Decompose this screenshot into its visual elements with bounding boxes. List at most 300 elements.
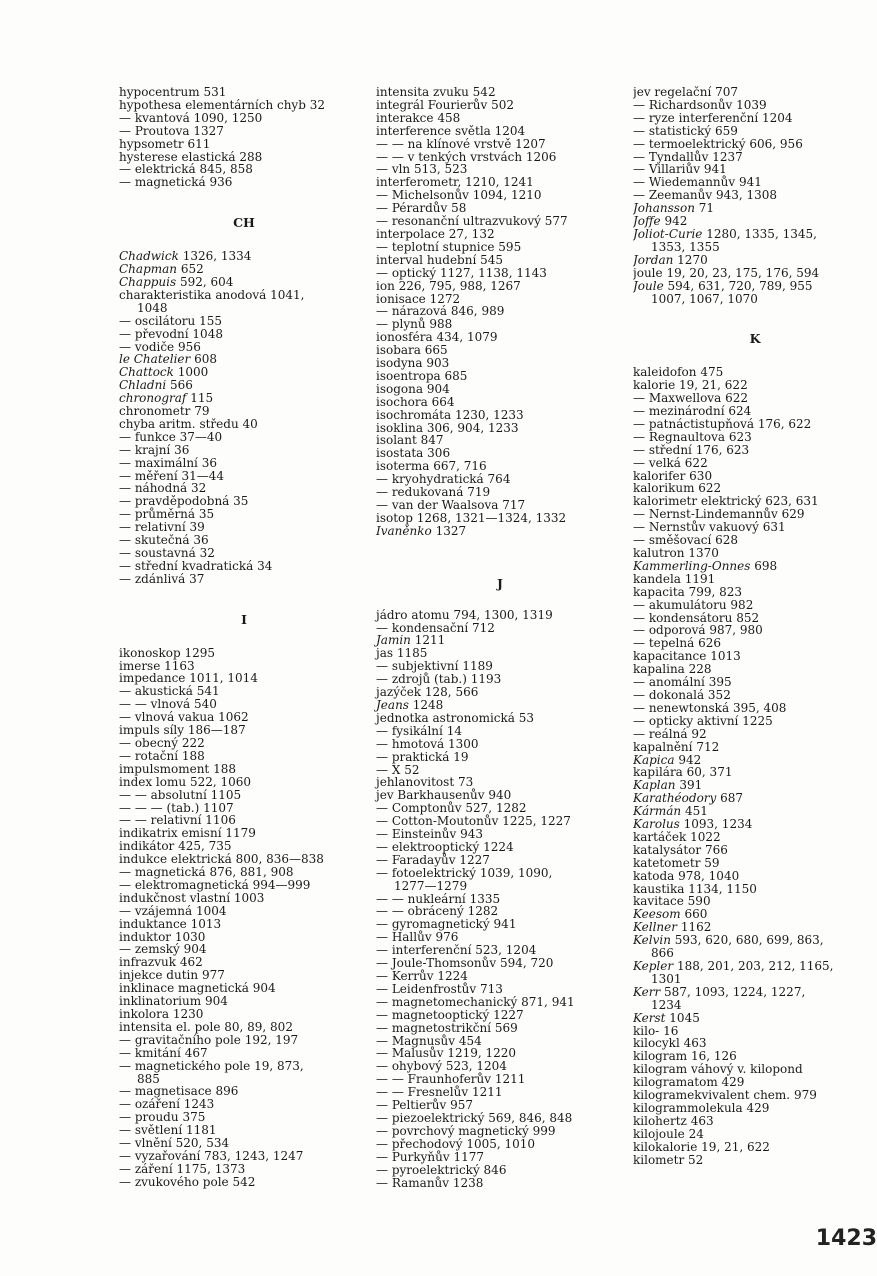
entry-term: kalutron [633, 546, 685, 560]
entry-page-refs: 799, 823 [688, 584, 743, 599]
entry-page-refs: 624 [728, 404, 752, 419]
entry-term: kaleidofon [633, 365, 697, 380]
entry-term: kalorimetr elektrický [633, 494, 762, 509]
entry-page-refs: 1224 [437, 969, 468, 983]
entry-term: — průměrná [119, 507, 196, 522]
entry-term: — soustavná [119, 546, 196, 560]
entry-page-refs: 1270 [677, 252, 708, 267]
entry-page-refs: 1227 [459, 852, 490, 867]
entry-page-refs: 19 [453, 749, 469, 764]
entry-term: — rotační [119, 748, 179, 763]
entry-page-refs: 794, 1300, 1319 [453, 607, 553, 622]
entry-page-refs: 623, 631 [765, 494, 819, 509]
entry-page-refs: 845, 858 [199, 162, 253, 177]
entry-term: 1234 [651, 997, 682, 1012]
entry-page-refs: 19, 873, [254, 1058, 304, 1073]
entry-term: jas [376, 646, 394, 661]
entry-term: kapalnění [633, 739, 693, 754]
entry-term: interakce [376, 110, 434, 125]
entry-page-refs: 1062 [218, 710, 249, 725]
entry-page-refs: 226, 795, 988, 1267 [398, 278, 521, 293]
entry-term: Kerr [633, 984, 661, 999]
entry-page-refs: 52 [404, 762, 420, 777]
entry-page-refs: 577 [544, 214, 568, 229]
entry-term: — — nukleární [376, 891, 466, 906]
entry-page-refs: 188 [181, 748, 205, 763]
entry-page-refs: 904 [426, 381, 450, 396]
page-number: 1423 [815, 1226, 877, 1251]
entry-term: intensita zvuku [376, 85, 469, 99]
entry-term: — Magnusův [376, 1033, 456, 1048]
entry-page-refs: 1335 [469, 891, 501, 906]
entry-term: ionisace [376, 291, 426, 306]
section-letter-heading: J [497, 575, 503, 591]
entry-term: induktance [119, 916, 187, 931]
entry-term: interference světla [376, 123, 491, 138]
entry-term: — Tyndallův [633, 149, 709, 164]
entry-page-refs: 115 [190, 391, 214, 406]
index-entry-continuation [633, 293, 877, 306]
index-column-2 [376, 86, 624, 1189]
entry-page-refs: 541 [196, 684, 220, 699]
entry-term: Chappuis [119, 274, 177, 289]
entry-term: — — — (tab.) [119, 800, 200, 815]
entry-page-refs: 59 [704, 855, 720, 870]
entry-term: — anomální [633, 675, 705, 690]
entry-page-refs: 713 [479, 981, 503, 996]
entry-term: kapalina [633, 662, 685, 677]
entry-term: — Kerrův [376, 969, 434, 983]
entry-page-refs: 19, 20, 23, 175, 176, 594 [666, 265, 820, 280]
entry-term: — Cotton-Moutonův [376, 814, 499, 829]
entry-page-refs: 73 [457, 775, 474, 790]
entry-term: isolant [376, 433, 417, 448]
entry-term: — X [376, 762, 401, 777]
entry-term: inkolora [119, 1007, 170, 1021]
entry-term: Chapman [119, 262, 178, 277]
entry-term: — kvantová [119, 110, 190, 125]
entry-page-refs: 622 [684, 455, 708, 470]
entry-term: kilogram váhový v. kilopond [633, 1062, 803, 1077]
entry-page-refs: 1013 [710, 649, 741, 664]
entry-page-refs: 1206 [525, 149, 557, 164]
entry-term: — Villariův [633, 162, 701, 177]
entry-page-refs: 27, 132 [448, 226, 495, 241]
entry-page-refs: 53 [518, 710, 535, 725]
entry-page-refs: 16, 126 [690, 1049, 737, 1064]
entry-term: — zvukového pole [119, 1174, 229, 1189]
entry-page-refs: 592, 604 [179, 274, 234, 289]
entry-term: — reálná [633, 726, 688, 741]
entry-page-refs: 623 [728, 429, 752, 444]
entry-page-refs: 391 [679, 778, 703, 793]
entry-page-refs: 1295 [184, 645, 215, 660]
section-letter-heading: CH [233, 215, 255, 231]
entry-term: Kammerling-Onnes [633, 558, 751, 573]
entry-term: — směšovací [633, 533, 712, 548]
entry-page-refs: 1225 [742, 713, 773, 728]
entry-term: Karolus [633, 817, 680, 832]
entry-term: — — na klínové vrstvě [376, 136, 512, 151]
entry-page-refs: 502 [491, 97, 514, 112]
entry-page-refs: 1179 [225, 826, 256, 841]
entry-page-refs: 626 [698, 636, 721, 651]
entry-page-refs: 288 [239, 149, 263, 164]
entry-page-refs: 188 [213, 761, 236, 776]
entry-page-refs: 1045 [669, 1010, 700, 1025]
entry-page-refs: 904 [183, 942, 207, 957]
entry-term: Kepler [633, 959, 674, 973]
entry-term: — kryohydratická [376, 472, 484, 487]
entry-page-refs: 977 [201, 968, 225, 983]
entry-term: joule [633, 265, 663, 280]
entry-page-refs: 800, 836—838 [235, 852, 324, 867]
entry-term: kilogramatom [633, 1075, 718, 1090]
entry-page-refs: 523, 1204 [445, 1059, 507, 1074]
entry-page-refs: 1193 [470, 672, 502, 687]
entry-page-refs: 1093, 1234 [683, 817, 753, 832]
entry-term: — kondensační [376, 620, 469, 635]
entry-page-refs: 14 [446, 723, 462, 738]
entry-page-refs: 31—44 [181, 468, 225, 483]
entry-term: impuls síly [119, 723, 185, 738]
entry-page-refs: 608 [194, 352, 217, 367]
entry-page-refs: 660 [684, 907, 708, 922]
entry-term: kilogrammolekula [633, 1100, 743, 1115]
entry-term: — hmotová [376, 736, 445, 751]
entry-page-refs: 60, 371 [686, 765, 733, 780]
entry-page-refs: 622 [698, 481, 722, 496]
entry-term: isochromáta [376, 407, 452, 422]
index-column-1 [119, 86, 369, 1189]
entry-term: katoda [633, 868, 675, 883]
entry-page-refs: 128, 566 [424, 685, 479, 700]
entry-term: — vlnová vakua [119, 710, 215, 725]
entry-page-refs: 717 [502, 498, 526, 512]
entry-term: index lomu [119, 774, 187, 789]
entry-page-refs: 764 [487, 472, 511, 487]
entry-term: Kármán [633, 804, 682, 819]
entry-page-refs: 188, 201, 203, 212, 1165, [676, 959, 834, 973]
entry-page-refs: 1048 [192, 326, 223, 341]
entry-page-refs: 904 [252, 981, 276, 996]
entry-page-refs: 32 [309, 97, 326, 112]
entry-term: — povrchový magnetický [376, 1123, 529, 1138]
entry-term: — Zeemanův [633, 188, 713, 203]
entry-page-refs: 631 [762, 520, 786, 535]
entry-term: — Peltierův [376, 1098, 447, 1113]
entry-page-refs: 475 [700, 365, 724, 380]
entry-term: — střední kvadratická [119, 558, 254, 573]
entry-term: jev regelační [633, 86, 712, 99]
entry-page-refs: 425, 735 [178, 839, 232, 854]
entry-page-refs: 523, 1204 [475, 943, 537, 958]
entry-page-refs: 454 [458, 1033, 482, 1048]
entry-term: — teplotní stupnice [376, 239, 495, 254]
entry-term: — přechodový [376, 1136, 463, 1151]
entry-term: hypsometr [119, 136, 184, 151]
entry-term: kilohertz [633, 1113, 687, 1128]
entry-page-refs: 513, 523 [414, 162, 468, 177]
entry-term: charakteristika anodová [119, 287, 267, 302]
entry-page-refs: 957 [450, 1098, 474, 1113]
entry-term: Jordan [633, 252, 674, 267]
section-letter-heading: K [749, 331, 761, 347]
index-column-3 [633, 86, 877, 1167]
entry-term: — zemský [119, 942, 180, 957]
entry-page-refs: 1210, 1241 [465, 175, 534, 190]
entry-term: kilogram [633, 1049, 688, 1064]
entry-term: — Joule-Thomsonův [376, 956, 497, 971]
entry-page-refs: 1230 [172, 1007, 204, 1021]
entry-term: — magnetostrikční [376, 1020, 492, 1035]
entry-page-refs: 1224 [483, 839, 514, 854]
entry-page-refs: 846, 989 [450, 304, 505, 319]
section-letter-heading: I [241, 611, 247, 627]
entry-page-refs: 943 [460, 827, 484, 842]
entry-term: — optický [376, 265, 437, 280]
entry-term: chronograf [119, 391, 187, 406]
entry-term: kavitace [633, 894, 684, 909]
entry-page-refs: 956 [178, 339, 201, 354]
entry-page-refs: 698 [754, 558, 778, 573]
entry-page-refs: 395 [708, 675, 732, 690]
entry-page-refs: 941 [739, 175, 762, 190]
entry-term: — Hallův [376, 930, 432, 945]
entry-term: — elektrooptický [376, 839, 480, 854]
entry-term: — Regnaultova [633, 429, 726, 444]
entry-term: interval hudební [376, 252, 477, 267]
entry-page-refs: 1177 [453, 1149, 485, 1164]
entry-page-refs: 847 [420, 433, 444, 448]
entry-page-refs: 36 [193, 533, 209, 548]
entry-page-refs: 71 [698, 201, 715, 216]
entry-page-refs: 1207 [515, 136, 546, 151]
entry-term: interferometr, [376, 175, 462, 190]
entry-page-refs: 1039, 1090, [479, 865, 553, 880]
entry-page-refs: 1189 [462, 659, 493, 674]
entry-page-refs: 1181 [186, 1123, 217, 1138]
entry-page-refs: 192, 197 [244, 1032, 299, 1047]
entry-term: jazýček [376, 685, 422, 700]
entry-page-refs: 1204 [762, 110, 793, 125]
entry-term: ion [376, 278, 395, 293]
entry-page-refs: 566 [169, 378, 193, 393]
entry-term: Joffe [633, 214, 661, 229]
entry-page-refs: 664 [431, 394, 455, 409]
entry-page-refs: 594, 720 [499, 956, 554, 971]
entry-term: isostata [376, 446, 424, 461]
entry-page-refs: 80, 89, 802 [224, 1019, 293, 1034]
entry-term: jednotka astronomická [376, 710, 515, 725]
entry-page-refs: 1227 [493, 1007, 524, 1022]
entry-term: — — obrácený [376, 904, 464, 919]
entry-page-refs: 1003 [233, 890, 265, 905]
entry-term: kapilára [633, 765, 683, 780]
entry-page-refs: 545 [480, 252, 504, 267]
entry-page-refs: 667, 716 [433, 459, 487, 474]
entry-page-refs: 306 [427, 446, 451, 461]
entry-page-refs: 1211 [471, 1085, 503, 1100]
entry-page-refs: 685 [444, 368, 468, 383]
entry-term: ionosféra [376, 330, 433, 345]
entry-term: — — vlnová [119, 697, 191, 712]
entry-term: — Einsteinův [376, 827, 457, 842]
entry-page-refs: 1243 [183, 1097, 215, 1112]
entry-page-refs: 569, 846, 848 [488, 1110, 573, 1125]
entry-term: — mezinárodní [633, 404, 725, 419]
entry-term: — Leidenfrostův [376, 981, 477, 996]
entry-page-refs: 542 [232, 1174, 256, 1189]
entry-term: — Pérardův [376, 201, 448, 216]
entry-page-refs: 987, 980 [709, 623, 763, 638]
entry-page-refs: 941 [493, 917, 517, 932]
entry-term: 885 [137, 1071, 160, 1086]
entry-page-refs: 375 [182, 1110, 206, 1125]
entry-term: — magnetomechanický [376, 994, 518, 1009]
entry-page-refs: 1238 [452, 1175, 484, 1190]
entry-page-refs: 1237 [712, 149, 743, 164]
entry-term: imerse [119, 658, 161, 673]
entry-page-refs: 176, 622 [757, 416, 812, 431]
entry-term: Jeans [376, 697, 409, 712]
entry-term: Karathéodory [633, 791, 717, 806]
entry-page-refs: 876, 881, 908 [209, 865, 294, 880]
entry-page-refs: 1030 [174, 929, 206, 944]
entry-term: inklinace magnetická [119, 981, 249, 996]
entry-term: inklinatorium [119, 994, 202, 1009]
entry-term: 1353, 1355 [651, 239, 720, 254]
entry-term: — — Fraunhoferův [376, 1072, 492, 1087]
entry-term: isoterma [376, 459, 430, 474]
entry-term: indikatrix emisní [119, 826, 222, 841]
entry-term: — odporová [633, 623, 706, 638]
entry-page-refs: 846 [483, 1162, 507, 1177]
entry-term: Ivaněnko [376, 523, 432, 538]
entry-page-refs: 982 [730, 597, 754, 612]
entry-term: — akustická [119, 684, 193, 699]
entry-page-refs: 628 [715, 533, 739, 548]
entry-page-refs: 37 [189, 571, 205, 586]
entry-term: isoentropa [376, 368, 441, 383]
entry-term: hypocentrum [119, 85, 200, 99]
entry-page-refs: 16 [663, 1023, 679, 1038]
entry-term: — magnetického pole [119, 1058, 251, 1073]
entry-term: Chadwick [119, 249, 179, 264]
entry-page-refs: 978, 1040 [678, 868, 740, 883]
entry-term: — fotoelektrický [376, 865, 477, 880]
entry-term: katalysátor [633, 842, 702, 857]
entry-term: Keesom [633, 907, 681, 922]
entry-page-refs: 904 [204, 994, 228, 1009]
entry-term: — Michelsonův [376, 188, 469, 203]
entry-page-refs: 79 [194, 404, 210, 419]
entry-term: isoklina [376, 420, 424, 435]
entry-term: — gyromagnetický [376, 917, 490, 932]
entry-page-refs: 527, 1282 [465, 801, 527, 816]
entry-page-refs: 665 [424, 343, 448, 358]
entry-term: — Maxwellova [633, 391, 722, 406]
entry-term: Kellner [633, 920, 677, 935]
entry-page-refs: 1107 [203, 800, 234, 815]
entry-term: — elektrická [119, 162, 196, 177]
entry-term: — nenewtonská [633, 700, 730, 715]
entry-term: kilometr [633, 1152, 685, 1167]
entry-page-refs: 40 [242, 416, 258, 431]
entry-term: jehlanovitost [376, 775, 455, 790]
entry-term: Joliot-Curie [633, 226, 703, 241]
entry-term: — skutečná [119, 533, 190, 548]
entry-term: — resonanční ultrazvukový [376, 214, 541, 229]
entry-term: intensita el. pole [119, 1019, 221, 1034]
entry-page-refs: 979 [793, 1088, 817, 1103]
entry-term: — piezoelektrický [376, 1110, 485, 1125]
entry-term: Kelvin [633, 933, 671, 948]
entry-page-refs: 1106 [205, 813, 236, 828]
entry-page-refs: 36 [201, 455, 217, 470]
entry-page-refs: 1041, [270, 287, 305, 302]
index-entry [633, 1154, 877, 1167]
entry-page-refs: 595 [498, 239, 522, 254]
entry-term: katetometr [633, 855, 701, 870]
entry-page-refs: 1230, 1233 [454, 407, 524, 422]
entry-page-refs: 352 [707, 687, 731, 702]
entry-term: impulsmoment [119, 761, 210, 776]
entry-term: — proudu [119, 1110, 179, 1125]
entry-term: 866 [651, 946, 674, 961]
entry-page-refs: 58 [451, 201, 467, 216]
entry-page-refs: 522, 1060 [189, 774, 252, 789]
entry-term: isogona [376, 381, 424, 396]
entry-term: — velká [633, 455, 681, 470]
entry-page-refs: 999 [532, 1123, 556, 1138]
entry-term: — gravitačního pole [119, 1032, 241, 1047]
entry-term: — termoelektrický [633, 136, 746, 151]
entry-page-refs: 1326, 1334 [182, 249, 252, 264]
entry-term: 1277—1279 [394, 878, 468, 893]
entry-term: — záření [119, 1161, 173, 1176]
entry-term: chyba aritm. středu [119, 416, 239, 431]
entry-page-refs: 37—40 [179, 429, 223, 444]
entry-page-refs: 1268, 1321—1324, 1332 [416, 510, 567, 525]
entry-page-refs: 1370 [688, 546, 719, 560]
entry-term: chronometr [119, 404, 191, 419]
entry-term: injekce dutin [119, 968, 199, 983]
index-entry [119, 1176, 369, 1189]
entry-term: — magnetisace [119, 1084, 212, 1099]
entry-term: — plynů [376, 317, 426, 332]
entry-term: — střední [633, 442, 692, 457]
index-entry [119, 176, 369, 189]
entry-page-refs: 306, 904, 1233 [426, 420, 519, 435]
entry-page-refs: 395, 408 [732, 700, 787, 715]
entry-term: kapacitance [633, 649, 707, 664]
entry-term: indikátor [119, 839, 175, 854]
entry-term: — krajní [119, 442, 171, 457]
entry-page-refs: 540 [193, 697, 217, 712]
entry-term: — vzájemná [119, 903, 193, 918]
entry-page-refs: 896 [215, 1084, 239, 1099]
entry-term: kilogramekvivalent chem. [633, 1088, 791, 1103]
entry-page-refs: 467 [184, 1045, 208, 1060]
entry-page-refs: 941 [703, 162, 727, 177]
entry-page-refs: 1090, 1250 [193, 110, 263, 125]
entry-page-refs: 531 [203, 85, 227, 99]
entry-page-refs: 222 [181, 735, 205, 750]
entry-page-refs: 687 [720, 791, 744, 806]
entry-term: hypothesa elementárních chyb [119, 97, 306, 112]
entry-term: impedance [119, 671, 186, 686]
